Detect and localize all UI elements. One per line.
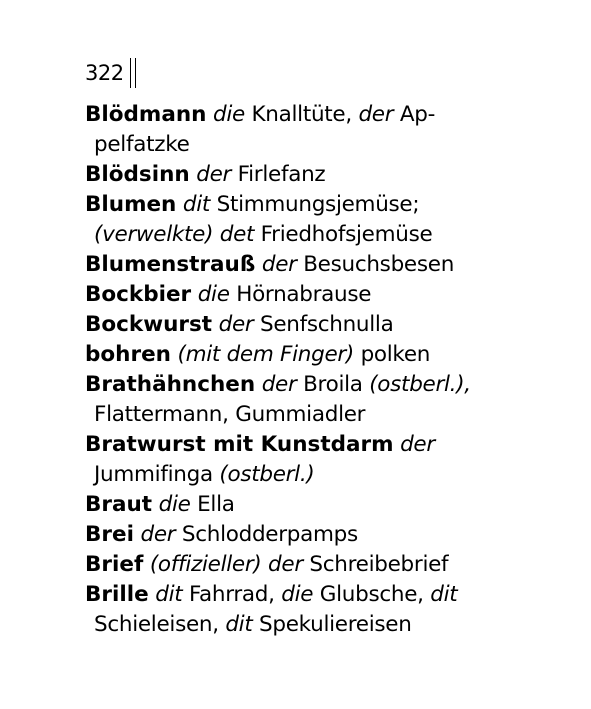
entry-translation: Hörnabrause <box>236 282 372 307</box>
dictionary-entry <box>85 190 525 250</box>
entry-article: der <box>261 252 297 277</box>
entry-article: der <box>196 162 232 187</box>
entry-article: der <box>268 552 303 577</box>
entry-translation: Flattermann, Gummiadler <box>94 402 366 427</box>
entry-article: dit <box>155 582 183 607</box>
entry-translation: Friedhofsjemüse <box>260 222 433 247</box>
entry-translation: Schieleisen, <box>94 612 219 637</box>
entry-translation: Senfschnulla <box>259 312 394 337</box>
entry-headword: Bratwurst mit Kunstdarm <box>85 432 394 457</box>
entry-article: der <box>140 522 176 547</box>
entry-translation: Jummifinga <box>94 462 213 487</box>
entry-translation: Knalltüte, <box>251 102 352 127</box>
entry-headword: Braut <box>85 492 153 517</box>
entry-article: dit <box>430 582 458 607</box>
entry-article: der <box>218 312 254 337</box>
entry-article: dit <box>182 192 211 217</box>
entry-headword: Bockwurst <box>85 312 213 337</box>
dictionary-entry <box>85 250 525 280</box>
entry-translation: polken <box>360 342 431 367</box>
dictionary-entry <box>85 580 525 640</box>
entry-note: (offizieller) <box>149 552 262 577</box>
entry-article: der <box>358 102 394 127</box>
entry-translation: Ap- <box>399 102 436 127</box>
entry-translation: Glubsche, <box>319 582 424 607</box>
entry-article: der <box>261 372 297 397</box>
entry-note: (mit dem Finger) <box>177 342 355 367</box>
entry-headword: Blödmann <box>85 102 207 127</box>
entry-translation: Besuchsbesen <box>303 252 455 277</box>
entry-headword: Brille <box>85 582 149 607</box>
entry-translation: Schreibebrief <box>309 552 449 577</box>
double-bar-rule <box>130 58 136 88</box>
entry-headword: Blumenstrauß <box>85 252 256 277</box>
dictionary-entry <box>85 310 525 340</box>
dictionary-entry <box>85 100 525 160</box>
dictionary-entry <box>85 520 525 550</box>
entry-translation: Schlodderpamps <box>181 522 358 547</box>
entry-article: die <box>158 492 191 517</box>
entry-headword: Blumen <box>85 192 177 217</box>
entry-headword: Brathähnchen <box>85 372 256 397</box>
dictionary-entry <box>85 340 525 370</box>
dictionary-entries <box>85 100 525 640</box>
page-number: 322 <box>85 60 124 85</box>
entry-article: dit <box>225 612 253 637</box>
page-header <box>85 58 136 88</box>
entry-article: die <box>197 282 230 307</box>
entry-translation: Spekuliereisen <box>259 612 412 637</box>
entry-translation: Stimmungsjemüse; <box>216 192 420 217</box>
entry-translation: Ella <box>197 492 235 517</box>
dictionary-entry <box>85 370 525 430</box>
entry-article: die <box>281 582 314 607</box>
entry-article: det <box>219 222 255 247</box>
entry-translation: Broila <box>303 372 363 397</box>
entry-translation: Firlefanz <box>237 162 326 187</box>
dictionary-entry <box>85 490 525 520</box>
entry-headword: bohren <box>85 342 171 367</box>
entry-note: (ostberl.), <box>369 372 471 397</box>
entry-translation: Fahrrad, <box>188 582 275 607</box>
entry-headword: Brei <box>85 522 134 547</box>
entry-note: (verwelkte) <box>94 222 214 247</box>
entry-headword: Blödsinn <box>85 162 190 187</box>
dictionary-entry <box>85 430 525 490</box>
dictionary-entry <box>85 280 525 310</box>
entry-translation-continued: pelfatzke <box>94 132 190 157</box>
entry-headword: Bockbier <box>85 282 192 307</box>
entry-article: der <box>400 432 435 457</box>
entry-note: (ostberl.) <box>219 462 315 487</box>
dictionary-entry <box>85 160 525 190</box>
dictionary-entry <box>85 550 525 580</box>
entry-headword: Brief <box>85 552 144 577</box>
entry-article: die <box>213 102 245 127</box>
